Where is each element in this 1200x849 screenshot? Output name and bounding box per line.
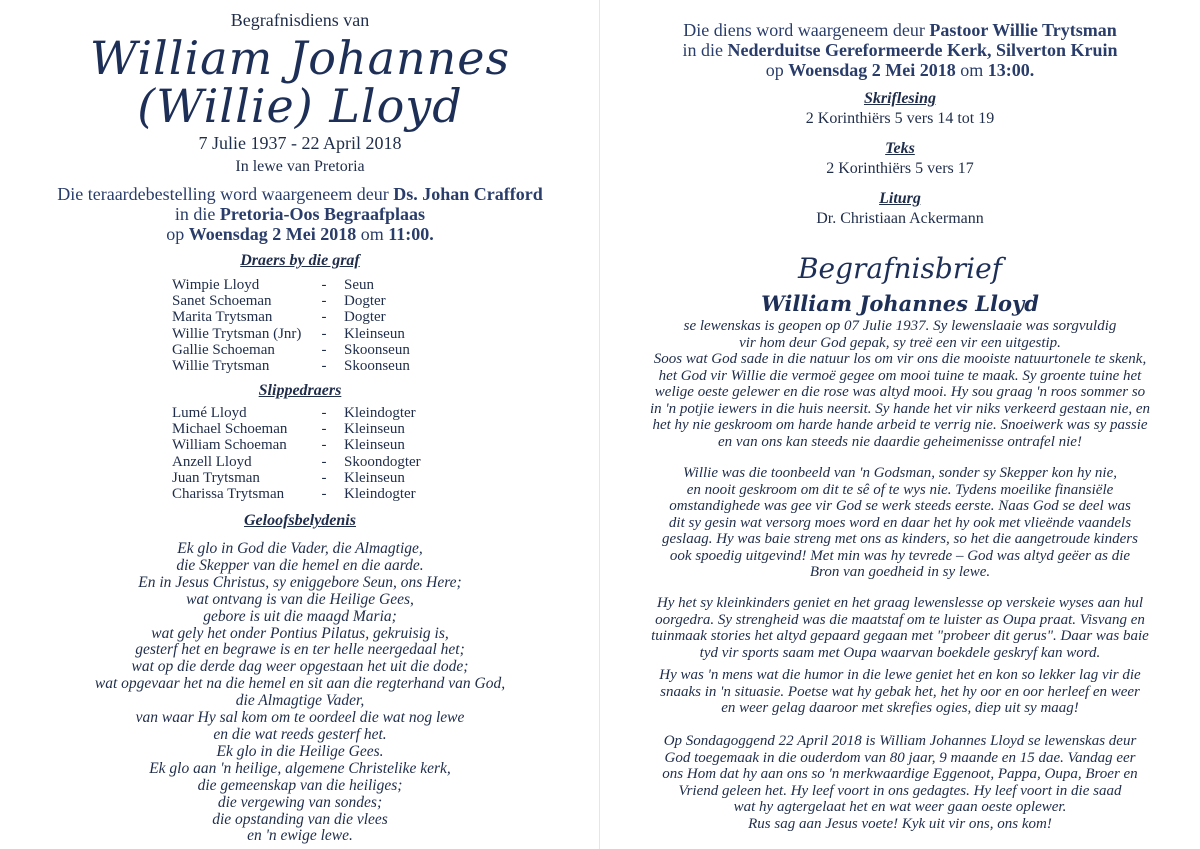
slip-bearer-relation: Skoondogter xyxy=(344,453,421,470)
bearer-relation: Dogter xyxy=(344,293,386,310)
bearers-heading: Draers by die graf xyxy=(240,252,360,269)
bearer-name: Willie Trytsman (Jnr) xyxy=(172,325,302,342)
letter-title: Begrafnisbrief xyxy=(797,252,1003,285)
letter-line: geslaag. Hy was baie streng met ons as kinders, so het die aangetroude kinders xyxy=(662,531,1138,547)
letter-line: het God vir Willie die vermoë gegee om mooi tuine te maak. Sy groente tuine het xyxy=(658,367,1142,384)
creed-line: van waar Hy sal kom om te oordeel die wat nog lewe xyxy=(135,709,465,727)
letter-line: ons Hom dat hy aan ons so 'n merkwaardige Eggenoot, Pappa, Oupa, Broer en xyxy=(662,766,1138,782)
bearer-dash: - xyxy=(321,341,327,358)
letter-paragraph xyxy=(618,733,1182,832)
slip-bearer-name: Lumé Lloyd xyxy=(172,405,247,421)
letter-line: welige oeste gelewer en die rose was altyd mooi. Hy sou graag 'n roos sommer so xyxy=(654,384,1146,400)
letter-paragraph xyxy=(618,465,1182,581)
slip-bearer-dash: - xyxy=(321,486,327,502)
bearer-relation: Skoonseun xyxy=(344,358,410,374)
bearer-dash: - xyxy=(321,309,327,326)
letter-line: ook spoedig uitgevind! Met min was hy tevrede – God was altyd geëer as die xyxy=(669,547,1131,564)
slip-bearer-name: William Schoeman xyxy=(172,437,287,454)
text-heading: Teks xyxy=(885,140,915,157)
creed-line: die vergewing van sondes; xyxy=(217,793,383,811)
slip-bearer-relation: Kleindogter xyxy=(344,486,416,502)
creed-line: wat op die derde dag weer opgestaan het uit die dode; xyxy=(131,658,469,676)
letter-line: Bron van goedheid in sy lewe. xyxy=(809,564,991,580)
letter-line: het hy nie geskroom om harde hande arbeid te verrig nie. Snoeiwerk was sy passie xyxy=(652,417,1148,433)
letter-line: tuinmaak stories het altyd gepaard gegaan met "probeer dit gerus". Daar was baie xyxy=(651,628,1149,644)
scripture-reading: 2 Korinthiërs 5 vers 14 tot 19 xyxy=(805,110,995,127)
creed-line: die opstanding van die vlees xyxy=(212,810,388,828)
bearer-relation: Dogter xyxy=(344,309,386,326)
creed-line: wat gely het onder Pontius Pilatus, gekruisig is, xyxy=(151,624,449,642)
letter-paragraph xyxy=(618,595,1182,661)
creed-line: en die wat reeds gesterf het. xyxy=(213,725,387,743)
creed-line: En in Jesus Christus, sy eniggebore Seun, ons Here; xyxy=(138,573,462,591)
letter-line: Willie was die toonbeeld van 'n Godsman, sonder sy Skepper kon hy nie, xyxy=(683,465,1117,481)
bearer-relation: Skoonseun xyxy=(344,341,410,358)
letter-line: Soos wat God sade in die natuur los om vir ons die mooiste natuurtonele te skenk, xyxy=(653,351,1147,367)
slip-bearer-dash: - xyxy=(321,421,327,438)
letter-line: tyd vir sports saam met Oupa waarvan boekdele geskryf kan word. xyxy=(699,644,1101,661)
life-dates: 7 Julie 1937 - 22 April 2018 xyxy=(198,133,402,153)
slip-bearer-name: Juan Trytsman xyxy=(172,469,260,486)
burial-details xyxy=(0,184,600,244)
right-page xyxy=(600,0,1200,849)
bearer-dash: - xyxy=(321,277,327,293)
service-line2: in die Nederduitse Gereformeerde Kerk, Silverton Kruin xyxy=(682,40,1118,60)
bearer-relation: Seun xyxy=(344,277,374,293)
creed-line: Ek glo aan 'n heilige, algemene Christelike kerk, xyxy=(149,759,451,777)
service-line1: Die diens word waargeneem deur Pastoor Willie Trytsman xyxy=(683,20,1117,40)
service-line3: op Woensdag 2 Mei 2018 om 13:00. xyxy=(765,60,1035,80)
burial-line2: in die Pretoria-Oos Begraafplaas xyxy=(174,204,426,224)
slip-bearer-name: Michael Schoeman xyxy=(172,421,288,438)
creed-line: die Almagtige Vader, xyxy=(235,692,365,710)
letter-line: snaaks in 'n situasie. Poetse wat hy gebak het, het hy oor en oor herleef en weer xyxy=(660,683,1140,700)
slip-bearer-name: Anzell Lloyd xyxy=(172,453,252,470)
bearer-dash: - xyxy=(321,293,327,310)
letter-line: Rus sag aan Jesus voete! Kyk uit vir ons, ons kom! xyxy=(748,815,1052,832)
residence: In lewe van Pretoria xyxy=(235,158,365,175)
bearer-name: Willie Trytsman xyxy=(172,358,270,374)
letter-paragraph xyxy=(618,667,1182,717)
deceased-name-line2: (Willie) Lloyd xyxy=(137,79,463,133)
creed-heading: Geloofsbelydenis xyxy=(244,512,356,529)
slip-bearer-relation: Kleindogter xyxy=(344,405,416,421)
liturgist-name: Dr. Christiaan Ackermann xyxy=(816,210,984,227)
letter-line: wat hy agtergelaat het en wat weer gaan oeste oplewer. xyxy=(733,799,1067,815)
letter-line: en van ons kan steeds nie daardie geheimenisse ontrafel nie! xyxy=(718,433,1082,450)
letter-line: en nooit geskroom om dit te sê of te wys nie. Tydens moeilike finansiële xyxy=(686,481,1114,498)
bearer-name: Gallie Schoeman xyxy=(172,341,275,358)
sermon-text: 2 Korinthiërs 5 vers 17 xyxy=(826,160,974,177)
slip-bearers-heading: Slippedraers xyxy=(258,382,342,399)
letter-line: se lewenskas is geopen op 07 Julie 1937. Sy lewenslaaie was sorgvuldig xyxy=(683,318,1117,334)
letter-line: Vriend geleen het. Hy leef voort in ons gedagtes. Hy leef voort in die saad xyxy=(678,782,1122,799)
deceased-name-line1: William Johannes xyxy=(89,31,511,85)
creed-line: Ek glo in die Heilige Gees. xyxy=(216,742,384,760)
slip-bearer-dash: - xyxy=(321,437,327,454)
burial-line1: Die teraardebestelling word waargeneem deur Ds. Johan Crafford xyxy=(57,184,543,204)
slip-bearer-name: Charissa Trytsman xyxy=(172,486,285,502)
letter-line: omstandighede was gee vir God se werk steeds eerste. Naas God se deel was xyxy=(669,498,1131,514)
letter-line: en weer gelag daaroor met skrefies ogies, diep uit sy maag! xyxy=(721,700,1079,716)
slip-bearer-dash: - xyxy=(321,405,327,421)
creed-line: gebore is uit die maagd Maria; xyxy=(203,607,397,625)
letter-line: Hy was 'n mens wat die humor in die lewe geniet het en kon so lekker lag vir die xyxy=(659,667,1141,683)
slip-bearer-dash: - xyxy=(321,453,327,470)
letter-subject-name: William Johannes Lloyd xyxy=(761,291,1039,316)
bearer-relation: Kleinseun xyxy=(344,325,405,342)
creed-line: Ek glo in God die Vader, die Almagtige, xyxy=(177,540,423,557)
letter-paragraph xyxy=(618,318,1182,450)
creed-line: wat opgevaar het na die hemel en sit aan die regterhand van God, xyxy=(94,675,506,693)
creed-text xyxy=(90,541,510,845)
bearer-dash: - xyxy=(321,325,327,342)
slip-bearer-dash: - xyxy=(321,469,327,486)
bearer-name: Wimpie Lloyd xyxy=(172,277,260,293)
bearer-name: Sanet Schoeman xyxy=(172,293,272,310)
church-service-details xyxy=(600,20,1200,80)
bearer-name: Marita Trytsman xyxy=(172,309,273,326)
slip-bearer-relation: Kleinseun xyxy=(344,437,405,454)
letter-line: dit sy gesin wat versorg moes word en daar het hy ook met vlieënde vaandels xyxy=(668,514,1132,531)
slip-bearer-relation: Kleinseun xyxy=(344,421,405,438)
creed-line: die Skepper van die hemel en die aarde. xyxy=(176,556,424,574)
letter-line: Op Sondagoggend 22 April 2018 is William Johannes Lloyd se lewenskas deur xyxy=(663,733,1137,749)
letter-line: oorgedra. Sy strengheid was die maatstaf om te luister as Oupa praat. Visvang en xyxy=(655,611,1145,628)
burial-line3: op Woensdag 2 Mei 2018 om 11:00. xyxy=(166,224,434,244)
creed-line: gesterf het en begrawe is en ter helle neergedaal het; xyxy=(135,641,465,659)
bearer-dash: - xyxy=(321,358,327,374)
creed-line: wat ontvang is van die Heilige Gees, xyxy=(186,590,414,608)
letter-line: in 'n potjie iewers in die huis neersit. Sy hande het vir niks verkeerd gestaan nie, en xyxy=(649,400,1151,417)
service-intro: Begrafnisdiens van xyxy=(230,10,370,30)
creed-line: die gemeenskap van die heiliges; xyxy=(197,776,403,794)
liturgy-heading: Liturg xyxy=(879,190,921,207)
scripture-heading: Skriflesing xyxy=(863,90,936,107)
letter-line: Hy het sy kleinkinders geniet en het graag lewenslesse op verskeie wyses aan hul xyxy=(656,595,1144,611)
letter-line: God toegemaak in die ouderdom van 80 jaar, 9 maande en 15 dae. Vandag eer xyxy=(664,749,1136,766)
slip-bearer-relation: Kleinseun xyxy=(344,469,405,486)
creed-line: en 'n ewige lewe. xyxy=(247,827,353,845)
letter-line: vir hom deur God gepak, sy treë een vir een uitgestip. xyxy=(739,334,1061,351)
